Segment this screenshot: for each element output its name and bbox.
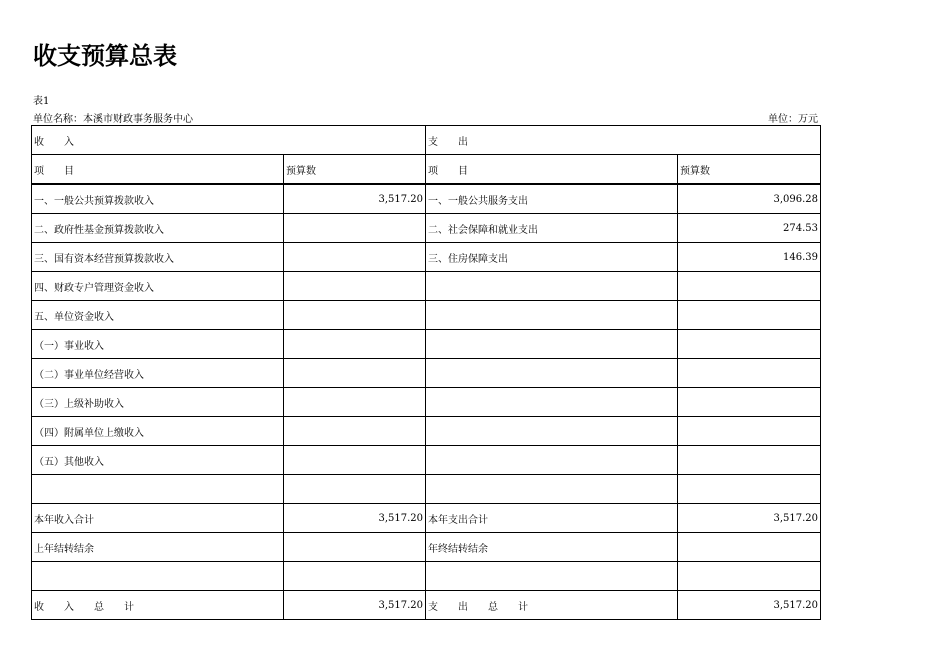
income-item-cell: （四）附属单位上缴收入 bbox=[32, 417, 284, 446]
income-item-cell: 一、一般公共预算拨款收入 bbox=[32, 184, 284, 214]
income-value-cell bbox=[284, 417, 426, 446]
table-row bbox=[32, 272, 821, 301]
income-value-cell bbox=[284, 272, 426, 301]
income-value-cell bbox=[284, 301, 426, 330]
table-row bbox=[32, 301, 821, 330]
expense-value-cell bbox=[678, 533, 821, 562]
expense-item-header: 项 目 bbox=[426, 155, 678, 185]
expense-budget-header: 预算数 bbox=[678, 155, 821, 185]
expense-item-cell: 二、社会保障和就业支出 bbox=[426, 214, 678, 243]
income-header: 收 入 bbox=[32, 126, 426, 155]
income-item-cell: 收 入 总 计 bbox=[32, 591, 284, 620]
expense-value-cell bbox=[678, 359, 821, 388]
table-row bbox=[32, 504, 821, 533]
page-title: 收支预算总表 bbox=[33, 42, 177, 70]
table-row bbox=[32, 417, 821, 446]
header-row-income-expense bbox=[32, 126, 821, 155]
expense-item-cell bbox=[426, 330, 678, 359]
expense-value-cell bbox=[678, 301, 821, 330]
expense-item-cell: 本年支出合计 bbox=[426, 504, 678, 533]
expense-value-cell bbox=[678, 388, 821, 417]
expense-item-cell bbox=[426, 388, 678, 417]
expense-item-cell bbox=[426, 446, 678, 475]
expense-value-cell bbox=[678, 272, 821, 301]
table-row bbox=[32, 388, 821, 417]
income-item-cell: 二、政府性基金预算拨款收入 bbox=[32, 214, 284, 243]
income-item-cell: （五）其他收入 bbox=[32, 446, 284, 475]
income-value-cell: 3,517.20 bbox=[284, 591, 426, 620]
income-item-cell: 本年收入合计 bbox=[32, 504, 284, 533]
expense-value-cell bbox=[678, 330, 821, 359]
expense-value-cell: 274.53 bbox=[678, 214, 821, 243]
table-row bbox=[32, 184, 821, 214]
expense-value-cell: 3,517.20 bbox=[678, 591, 821, 620]
table-row bbox=[32, 330, 821, 359]
income-value-cell bbox=[284, 214, 426, 243]
budget-table bbox=[31, 125, 821, 620]
expense-item-cell bbox=[426, 417, 678, 446]
income-value-cell bbox=[284, 388, 426, 417]
expense-value-cell bbox=[678, 562, 821, 591]
table-row bbox=[32, 359, 821, 388]
income-value-cell bbox=[284, 475, 426, 504]
table-row bbox=[32, 562, 821, 591]
income-item-cell: 四、财政专户管理资金收入 bbox=[32, 272, 284, 301]
expense-item-cell bbox=[426, 359, 678, 388]
income-item-cell: 三、国有资本经营预算拨款收入 bbox=[32, 243, 284, 272]
income-item-cell: 五、单位资金收入 bbox=[32, 301, 284, 330]
income-value-cell bbox=[284, 330, 426, 359]
table-row bbox=[32, 475, 821, 504]
income-item-header: 项 目 bbox=[32, 155, 284, 185]
income-item-cell: （二）事业单位经营收入 bbox=[32, 359, 284, 388]
expense-item-cell: 三、住房保障支出 bbox=[426, 243, 678, 272]
income-value-cell bbox=[284, 243, 426, 272]
table-row bbox=[32, 214, 821, 243]
expense-value-cell bbox=[678, 446, 821, 475]
expense-item-cell bbox=[426, 301, 678, 330]
expense-item-cell bbox=[426, 475, 678, 504]
expense-value-cell: 3,517.20 bbox=[678, 504, 821, 533]
income-budget-header: 预算数 bbox=[284, 155, 426, 185]
expense-item-cell bbox=[426, 562, 678, 591]
table-row bbox=[32, 243, 821, 272]
expense-item-cell bbox=[426, 272, 678, 301]
expense-item-cell: 支 出 总 计 bbox=[426, 591, 678, 620]
expense-value-cell: 146.39 bbox=[678, 243, 821, 272]
table-row bbox=[32, 533, 821, 562]
table-row bbox=[32, 446, 821, 475]
unit-label: 单位：万元 bbox=[768, 114, 818, 125]
expense-item-cell: 一、一般公共服务支出 bbox=[426, 184, 678, 214]
income-value-cell bbox=[284, 533, 426, 562]
table-number: 表1 bbox=[33, 96, 50, 107]
expense-value-cell bbox=[678, 417, 821, 446]
income-item-cell: （一）事业收入 bbox=[32, 330, 284, 359]
income-item-cell bbox=[32, 562, 284, 591]
table-row bbox=[32, 591, 821, 620]
income-value-cell bbox=[284, 359, 426, 388]
income-item-cell: 上年结转结余 bbox=[32, 533, 284, 562]
income-item-cell: （三）上级补助收入 bbox=[32, 388, 284, 417]
income-value-cell: 3,517.20 bbox=[284, 184, 426, 214]
income-item-cell bbox=[32, 475, 284, 504]
unit-name: 单位名称：本溪市财政事务服务中心 bbox=[33, 114, 193, 125]
income-value-cell bbox=[284, 446, 426, 475]
expense-value-cell bbox=[678, 475, 821, 504]
income-value-cell: 3,517.20 bbox=[284, 504, 426, 533]
expense-header: 支 出 bbox=[426, 126, 821, 155]
expense-item-cell: 年终结转结余 bbox=[426, 533, 678, 562]
expense-value-cell: 3,096.28 bbox=[678, 184, 821, 214]
header-row-columns bbox=[32, 155, 821, 185]
income-value-cell bbox=[284, 562, 426, 591]
